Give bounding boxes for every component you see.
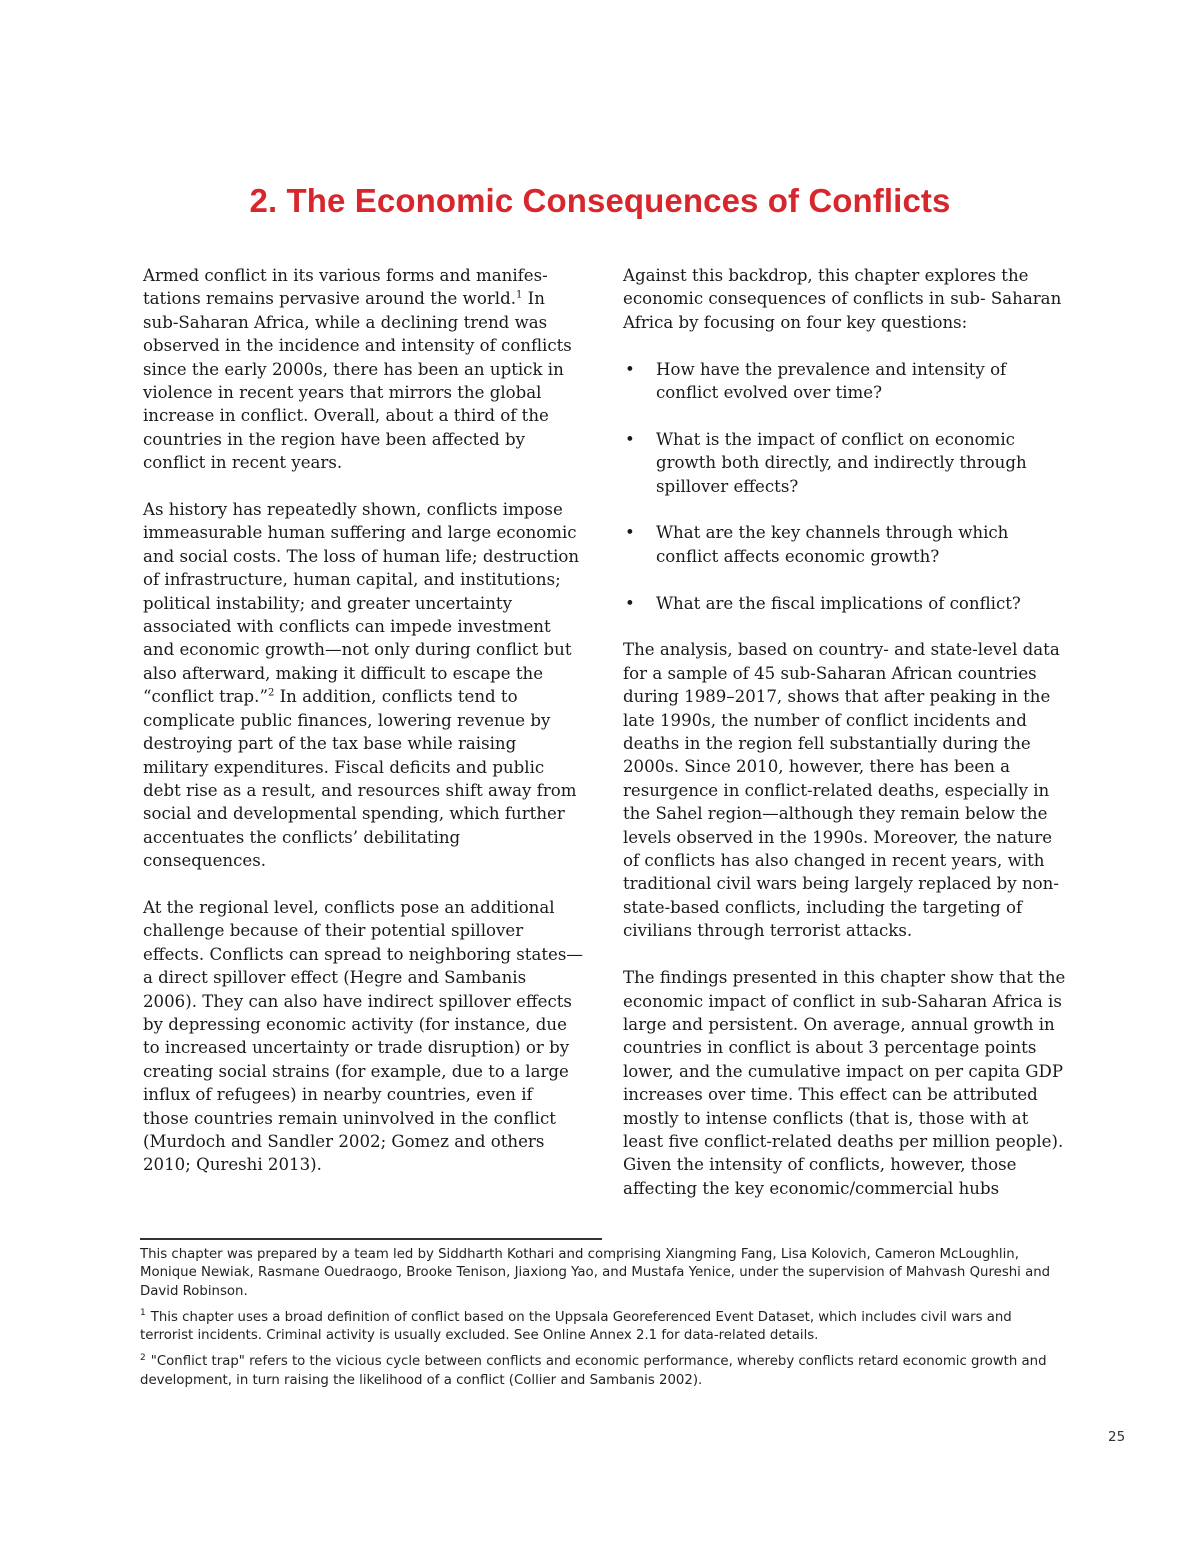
right-column: [623, 264, 1068, 1200]
footnote-ref-2[interactable]: 2: [267, 687, 275, 699]
footnotes: [140, 1246, 1065, 1398]
list-item: • What are the fiscal implications of conflict?: [623, 592, 1068, 615]
page-number: 25: [1108, 1429, 1126, 1445]
footnote-divider: [140, 1238, 602, 1240]
list-item: • What are the key channels through which conflict affects economic growth?: [625, 523, 1009, 566]
footnote-team: This chapter was prepared by a team led by Siddharth Kothari and comprising Xiangming Fang, Lisa Kolovich, Cameron McLoughlin, Monique Newiak, Rasmane Ouedraogo, Brooke Tenison, Jiaxiong Yao, and Mustafa Yenice, under the supervision of Mahvash Qureshi and David Robinson.: [140, 1247, 1051, 1299]
paragraph-intro: Armed conflict in its various forms and manifes- tations remains pervasive around the world.$^1$ In sub-Saharan Africa, while a declining trend was observed in the incidence and intensity of conflicts since the early 2000s, there has been an uptick in violence in recent years that mirrors the global increase in conflict. Overall, about a third of the countries in the region have been affected by conflict in recent years.: [143, 266, 572, 473]
key-questions-list: [623, 358, 1068, 615]
bullet-icon: •: [625, 359, 635, 379]
paragraph-analysis: The analysis, based on country- and state-level data for a sample of 45 sub-Saharan African countries during 1989–2017, shows that after peaking in the late 1990s, the number of conflict incidents and deaths in the region fell substantially during the 2000s. Since 2010, however, there has been a resurgence in conflict-related deaths, especially in the Sahel region—although they remain below the levels observed in the 1990s. Moreover, the nature of conflicts has also changed in recent years, with traditional civil wars being largely replaced by non-state-based conflicts, including the targeting of civilians through terrorist attacks.: [623, 640, 1060, 941]
paragraph-regional: At the regional level, conflicts pose an additional challenge because of their potential spillover effects. Conflicts can spread to neighboring states—a direct spillover effect (Hegre and Sambanis 2006). They can also have indirect spillover effects by depressing economic activity (for instance, due to increased uncertainty or trade disruption) or by creating social strains (for example, due to a large influx of refugees) in nearby countries, even if those countries remain uninvolved in the conflict (Murdoch and Sandler 2002; Gomez and others 2010; Qureshi 2013).: [143, 897, 583, 1175]
footnote-2: $^2$ "Conflict trap" refers to the vicious cycle between conflicts and economic performance, whereby conflicts retard economic growth and development, in turn raising the likelihood of a conflict (Collier and Sambanis 2002).: [140, 1353, 1047, 1388]
paragraph-history: As history has repeatedly shown, conflicts impose immeasurable human suffering and large economic and social costs. The loss of human life; destruction of infrastructure, human capital, and institutions; political instability; and greater uncertainty associated with conflicts can impede investment and economic growth—not only during conflict but also afterward, making it difficult to escape the “conflict trap.”$^2$ In addition, conflicts tend to complicate public finances, lowering revenue by destroying part of the tax base while raising military expenditures. Fiscal deficits and public debt rise as a result, and resources shift away from social and developmental spending, which further accentuates the conflicts’ debilitating consequences.: [143, 500, 580, 871]
footnote-1: $^1$ This chapter uses a broad definition of conflict based on the Uppsala Georeferenced Event Dataset, which includes civil wars and terrorist incidents. Criminal activity is usually excluded. See Online Annex 2.1 for data-related details.: [140, 1308, 1012, 1344]
bullet-icon: •: [625, 523, 635, 543]
list-item: • What is the impact of conflict on economic growth both directly, and indirectly through spillover effects?: [625, 429, 1027, 496]
bullet-icon: •: [625, 429, 635, 449]
left-column: [143, 264, 583, 1177]
bullet-icon: •: [625, 593, 635, 613]
paragraph-findings: The findings presented in this chapter show that the economic impact of conflict in sub-Saharan Africa is large and persistent. On average, annual growth in countries in conflict is about 3 percentage points lower, and the cumulative impact on per capita GDP increases over time. This effect can be attributed mostly to intense conflicts (that is, those with at least five conflict-related deaths per million people). Given the intensity of conflicts, however, those affecting the key economic/commercial hubs: [623, 968, 1066, 1198]
paragraph-backdrop: Against this backdrop, this chapter explores the economic consequences of conflicts in sub- Saharan Africa by focusing on four key questions:: [623, 266, 1062, 332]
footnote-ref-1[interactable]: 1: [515, 289, 523, 301]
list-item: • How have the prevalence and intensity of conflict evolved over time?: [625, 359, 1007, 403]
chapter-title: 2. The Economic Consequences of Conflicts: [249, 182, 951, 219]
